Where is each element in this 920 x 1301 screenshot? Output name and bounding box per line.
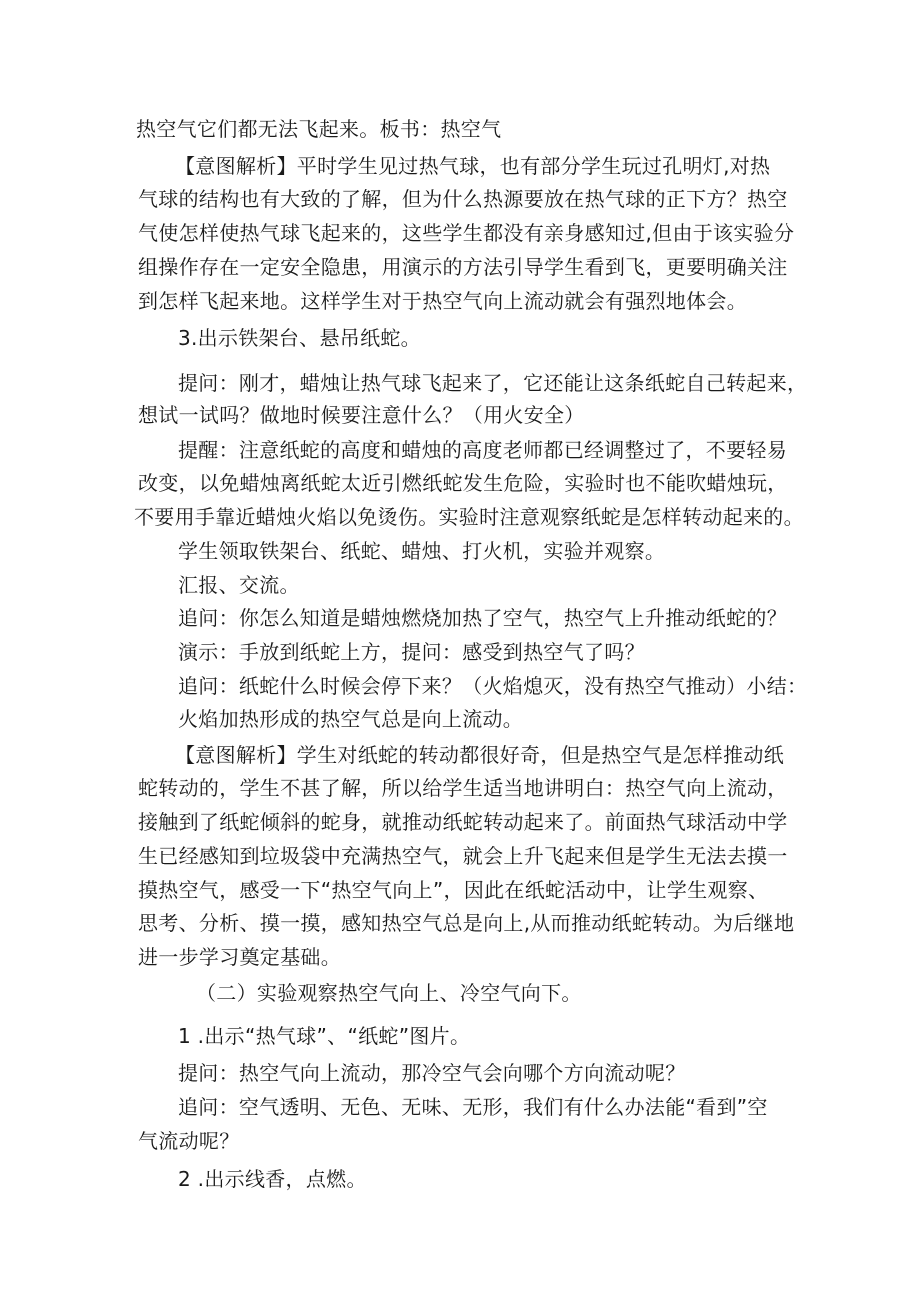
text-line: 组操作存在一定安全隐患，用演示的方法引导学生看到飞，更要明确关注 (138, 255, 788, 279)
text-line: 火焰加热形成的热空气总是向上流动。 (178, 707, 524, 731)
text-line: 想试一试吗？做地时候要注意什么？（用火安全） (138, 403, 585, 427)
text-line: 摸热空气，感受一下“热空气向上”，因此在纸蛇活动中，让学生观察、 (138, 878, 769, 902)
section-heading: （二）实验观察热空气向上、冷空气向下。 (196, 981, 582, 1005)
text-line: 演示：手放到纸蛇上方，提问：感受到热空气了吗？ (178, 640, 645, 664)
text-line: 2 .出示线香，点燃。 (178, 1167, 367, 1191)
text-line: 【意图解析】平时学生见过热气球，也有部分学生玩过孔明灯,对热 (175, 154, 771, 178)
text-line: 不要用手靠近蜡烛火焰以免烫伤。实验时注意观察纸蛇是怎样转动起来的。 (134, 505, 804, 529)
text-line: 蛇转动的，学生不甚了解，所以给学生适当地讲明白：热空气向上流动， (138, 776, 788, 800)
text-line: 进一步学习奠定基础。 (138, 945, 341, 969)
text-line: 提问：刚才，蜡烛让热气球飞起来了，它还能让这条纸蛇自己转起来， (178, 371, 808, 395)
text-line: 气球的结构也有大致的了解，但为什么热源要放在热气球的正下方？热空 (138, 187, 788, 211)
text-line: 气使怎样使热气球飞起来的，这些学生都没有亲身感知过,但由于该实验分 (138, 221, 795, 245)
text-line: 思考、分析、摸一摸，感知热空气总是向上,从而推动纸蛇转动。为后继地 (138, 911, 795, 935)
text-line: 提醒：注意纸蛇的高度和蜡烛的高度老师都已经调整过了，不要轻易 (178, 438, 787, 462)
text-line: 到怎样飞起来地。这样学生对于热空气向上流动就会有强烈地体会。 (138, 289, 747, 313)
text-line: 汇报、交流。 (178, 573, 300, 597)
text-line: 【意图解析】学生对纸蛇的转动都很好奇，但是热空气是怎样推动纸 (175, 743, 784, 767)
text-line: 追问：纸蛇什么时候会停下来？（火焰熄灭，没有热空气推动）小结： (178, 674, 808, 698)
text-line: 气流动呢？ (138, 1129, 240, 1153)
text-line: 生已经感知到垃圾袋中充满热空气，就会上升飞起来但是学生无法去摸一 (138, 844, 788, 868)
text-line: 热空气它们都无法飞起来。板书：热空气 (136, 117, 502, 141)
text-line: 追问：你怎么知道是蜡烛燃烧加热了空气，热空气上升推动纸蛇的？ (178, 606, 787, 630)
text-line: 提问：热空气向上流动，那冷空气会向哪个方向流动呢？ (178, 1061, 686, 1085)
text-line: 1 .出示“热气球”、“纸蛇”图片。 (178, 1024, 471, 1048)
text-line: 追问：空气透明、无色、无味、无形，我们有什么办法能“看到”空 (178, 1095, 768, 1119)
text-line: 学生领取铁架台、纸蛇、蜡烛、打火机，实验并观察。 (178, 539, 666, 563)
text-line: 3.出示铁架台、悬吊纸蛇。 (178, 326, 421, 350)
text-line: 接触到了纸蛇倾斜的蛇身，就推动纸蛇转动起来了。前面热气球活动中学 (138, 810, 788, 834)
text-line: 改变，以免蜡烛离纸蛇太近引燃纸蛇发生危险，实验时也不能吹蜡烛玩， (138, 471, 788, 495)
